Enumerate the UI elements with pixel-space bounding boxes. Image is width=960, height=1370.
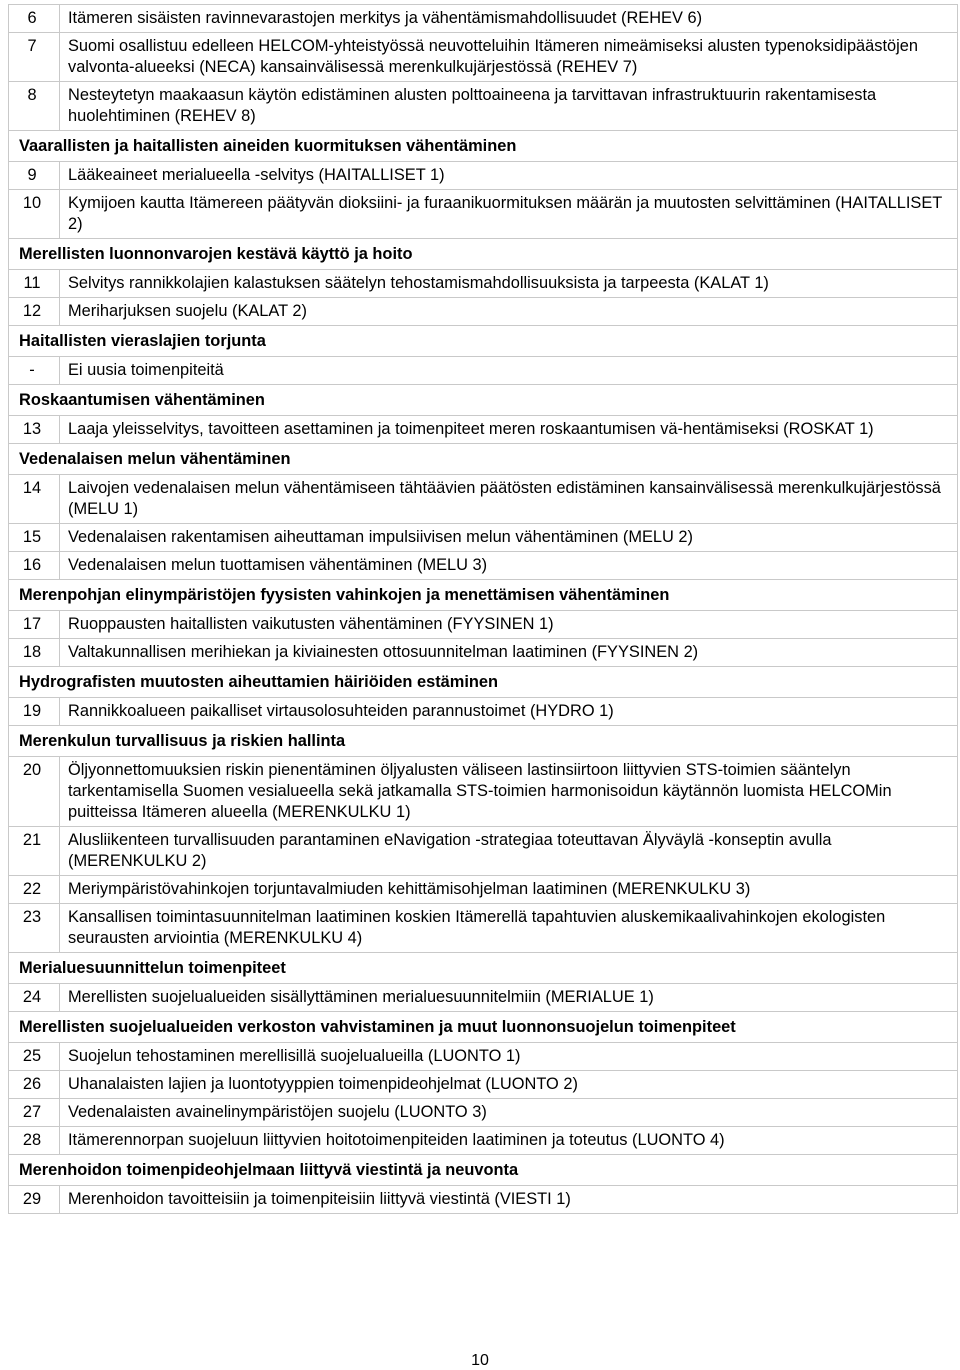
section-heading-row <box>9 444 958 475</box>
measure-text: Vedenalaisen rakentamisen aiheuttaman impulsiivisen melun vähentäminen (MELU 2) <box>60 524 958 552</box>
measure-number: 29 <box>9 1186 60 1214</box>
section-heading-row <box>9 131 958 162</box>
measure-text: Vedenalaisen melun tuottamisen vähentäminen (MELU 3) <box>60 552 958 580</box>
measure-number: 22 <box>9 876 60 904</box>
measure-row <box>9 904 958 953</box>
measure-row <box>9 1043 958 1071</box>
measure-number: 13 <box>9 416 60 444</box>
section-heading: Merellisten suojelualueiden verkoston vahvistaminen ja muut luonnonsuojelun toimenpiteet <box>9 1012 958 1043</box>
section-heading-row <box>9 326 958 357</box>
measures-table <box>8 4 958 1214</box>
measure-row <box>9 1127 958 1155</box>
section-heading-row <box>9 580 958 611</box>
measure-number: - <box>9 357 60 385</box>
section-heading-row <box>9 1155 958 1186</box>
section-heading-row <box>9 726 958 757</box>
measure-row <box>9 524 958 552</box>
measure-text: Valtakunnallisen merihiekan ja kiviainesten ottosuunnitelman laatiminen (FYYSINEN 2) <box>60 639 958 667</box>
measure-number: 10 <box>9 190 60 239</box>
measure-number: 23 <box>9 904 60 953</box>
measure-row <box>9 416 958 444</box>
section-heading: Merenkulun turvallisuus ja riskien hallinta <box>9 726 958 757</box>
measure-number: 20 <box>9 757 60 827</box>
measure-text: Suojelun tehostaminen merellisillä suojelualueilla (LUONTO 1) <box>60 1043 958 1071</box>
section-heading-row <box>9 667 958 698</box>
measure-number: 8 <box>9 82 60 131</box>
measure-row <box>9 876 958 904</box>
section-heading-row <box>9 385 958 416</box>
measure-text: Kansallisen toimintasuunnitelman laatiminen koskien Itämerellä tapahtuvien aluskemikaalivahinkojen ekologisten seurausten arviointia (MERENKULKU 4) <box>60 904 958 953</box>
measure-text: Lääkeaineet merialueella -selvitys (HAITALLISET 1) <box>60 162 958 190</box>
measure-number: 12 <box>9 298 60 326</box>
section-heading: Roskaantumisen vähentäminen <box>9 385 958 416</box>
section-heading: Merialuesuunnittelun toimenpiteet <box>9 953 958 984</box>
measure-row <box>9 5 958 33</box>
measure-number: 6 <box>9 5 60 33</box>
measure-row <box>9 82 958 131</box>
section-heading: Hydrografisten muutosten aiheuttamien häiriöiden estäminen <box>9 667 958 698</box>
measure-number: 25 <box>9 1043 60 1071</box>
measure-row <box>9 1071 958 1099</box>
measure-text: Laaja yleisselvitys, tavoitteen asettaminen ja toimenpiteet meren roskaantumisen vä-hentämiseksi (ROSKAT 1) <box>60 416 958 444</box>
section-heading: Haitallisten vieraslajien torjunta <box>9 326 958 357</box>
measure-row <box>9 1099 958 1127</box>
measure-row <box>9 552 958 580</box>
measure-row <box>9 1186 958 1214</box>
measure-number: 11 <box>9 270 60 298</box>
section-heading: Vaarallisten ja haitallisten aineiden kuormituksen vähentäminen <box>9 131 958 162</box>
measures-table-body <box>9 5 958 1214</box>
measure-text: Ei uusia toimenpiteitä <box>60 357 958 385</box>
measure-text: Selvitys rannikkolajien kalastuksen säätelyn tehostamismahdollisuuksista ja tarpeesta (KALAT 1) <box>60 270 958 298</box>
measure-row <box>9 190 958 239</box>
measure-text: Meriympäristövahinkojen torjuntavalmiuden kehittämisohjelman laatiminen (MERENKULKU 3) <box>60 876 958 904</box>
measure-row <box>9 298 958 326</box>
measure-row <box>9 162 958 190</box>
measure-text: Vedenalaisten avainelinympäristöjen suojelu (LUONTO 3) <box>60 1099 958 1127</box>
measure-text: Kymijoen kautta Itämereen päätyvän dioksiini- ja furaanikuormituksen määrän ja muutosten selvittäminen (HAITALLISET 2) <box>60 190 958 239</box>
section-heading: Vedenalaisen melun vähentäminen <box>9 444 958 475</box>
measure-text: Meriharjuksen suojelu (KALAT 2) <box>60 298 958 326</box>
measure-row <box>9 698 958 726</box>
measure-row <box>9 827 958 876</box>
measure-number: 27 <box>9 1099 60 1127</box>
measure-number: 18 <box>9 639 60 667</box>
measure-number: 15 <box>9 524 60 552</box>
measure-row <box>9 757 958 827</box>
measure-row <box>9 33 958 82</box>
measure-text: Suomi osallistuu edelleen HELCOM-yhteistyössä neuvotteluihin Itämeren nimeämiseksi alusten typenoksidipäästöjen valvonta-alueeksi (NECA) kansainvälisessä merenkulkujärjestössä (REHEV 7) <box>60 33 958 82</box>
measure-row <box>9 639 958 667</box>
measure-text: Rannikkoalueen paikalliset virtausolosuhteiden parannustoimet (HYDRO 1) <box>60 698 958 726</box>
section-heading-row <box>9 953 958 984</box>
measure-number: 17 <box>9 611 60 639</box>
section-heading-row <box>9 239 958 270</box>
measure-text: Nesteytetyn maakaasun käytön edistäminen alusten polttoaineena ja tarvittavan infrastruktuurin rakentamisesta huolehtiminen (REHEV 8) <box>60 82 958 131</box>
measure-text: Alusliikenteen turvallisuuden parantaminen eNavigation -strategiaa toteuttavan Älyväylä -konseptin avulla (MERENKULKU 2) <box>60 827 958 876</box>
measure-text: Uhanalaisten lajien ja luontotyyppien toimenpideohjelmat (LUONTO 2) <box>60 1071 958 1099</box>
measure-text: Ruoppausten haitallisten vaikutusten vähentäminen (FYYSINEN 1) <box>60 611 958 639</box>
measure-number: 24 <box>9 984 60 1012</box>
measure-text: Merenhoidon tavoitteisiin ja toimenpiteisiin liittyvä viestintä (VIESTI 1) <box>60 1186 958 1214</box>
page-number: 10 <box>471 1352 489 1369</box>
measure-text: Merellisten suojelualueiden sisällyttäminen merialuesuunnitelmiin (MERIALUE 1) <box>60 984 958 1012</box>
measure-text: Itämeren sisäisten ravinnevarastojen merkitys ja vähentämismahdollisuudet (REHEV 6) <box>60 5 958 33</box>
measure-number: 16 <box>9 552 60 580</box>
measure-text: Öljyonnettomuuksien riskin pienentäminen öljyalusten väliseen lastinsiirtoon liittyvien STS-toimien sääntelyn tarkentamisella Suomen vesialueella sekä jatkamalla STS-toimien harmonisoidun käytännön luomista HELCOMin puitteissa Itämeren alueella (MERENKULKU 1) <box>60 757 958 827</box>
measure-number: 19 <box>9 698 60 726</box>
measure-row <box>9 357 958 385</box>
measure-row <box>9 611 958 639</box>
measure-number: 21 <box>9 827 60 876</box>
section-heading-row <box>9 1012 958 1043</box>
measure-text: Laivojen vedenalaisen melun vähentämiseen tähtäävien päätösten edistäminen kansainvälisessä merenkulkujärjestössä (MELU 1) <box>60 475 958 524</box>
measure-number: 26 <box>9 1071 60 1099</box>
section-heading: Merenpohjan elinympäristöjen fyysisten vahinkojen ja menettämisen vähentäminen <box>9 580 958 611</box>
measure-number: 14 <box>9 475 60 524</box>
measure-row <box>9 270 958 298</box>
measure-row <box>9 475 958 524</box>
measure-text: Itämerennorpan suojeluun liittyvien hoitotoimenpiteiden laatiminen ja toteutus (LUONTO 4) <box>60 1127 958 1155</box>
measure-number: 7 <box>9 33 60 82</box>
measure-row <box>9 984 958 1012</box>
measure-number: 28 <box>9 1127 60 1155</box>
measure-number: 9 <box>9 162 60 190</box>
section-heading: Merellisten luonnonvarojen kestävä käyttö ja hoito <box>9 239 958 270</box>
section-heading: Merenhoidon toimenpideohjelmaan liittyvä viestintä ja neuvonta <box>9 1155 958 1186</box>
